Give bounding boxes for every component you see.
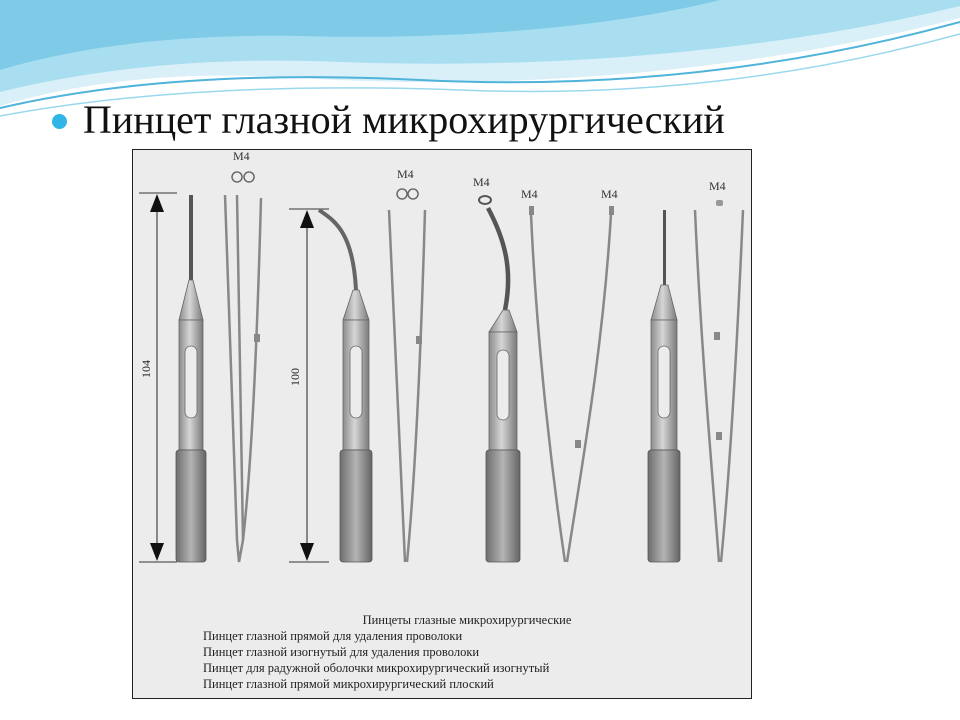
- caption-line-2: Пинцет глазной изогнутый для удаления проволоки: [203, 645, 480, 659]
- tool-label-1: М4: [233, 150, 250, 163]
- dimension-label-100: 100: [288, 368, 302, 386]
- forceps-3-side-view: [531, 214, 611, 562]
- forceps-4-side-view: [695, 210, 743, 562]
- forceps-2-side-view: [389, 210, 425, 562]
- forceps-1-side-view: [225, 195, 261, 562]
- tool-label-4: М4: [521, 187, 538, 201]
- forceps-2-front-view: [319, 210, 372, 562]
- caption-line-3: Пинцет для радужной оболочки микрохирургический изогнутый: [203, 661, 550, 675]
- forceps-1-front-view: [176, 195, 206, 562]
- slide-title: Пинцет глазной микрохирургический: [83, 97, 725, 142]
- tool-label-5: М4: [601, 187, 618, 201]
- tool-label-2: М4: [397, 167, 414, 181]
- tip-detail-markers: [232, 150, 726, 215]
- forceps-4-front-view: [648, 210, 680, 562]
- title-row: [52, 96, 725, 143]
- instrument-figure: [132, 149, 752, 699]
- caption-heading: Пинцеты глазные микрохирургические: [362, 613, 572, 627]
- caption-line-4: Пинцет глазной прямой микрохирургический плоский: [203, 677, 494, 691]
- bullet-icon: [52, 114, 67, 129]
- figure-caption: [133, 612, 751, 692]
- tool-label-3: М4: [473, 175, 490, 189]
- forceps-3-front-view: [486, 208, 520, 562]
- tool-label-6: М4: [709, 179, 726, 193]
- caption-line-1: Пинцет глазной прямой для удаления проволоки: [203, 629, 463, 643]
- dimension-104: [139, 193, 177, 562]
- dimension-label-104: 104: [139, 360, 153, 378]
- dimension-100: [288, 209, 329, 562]
